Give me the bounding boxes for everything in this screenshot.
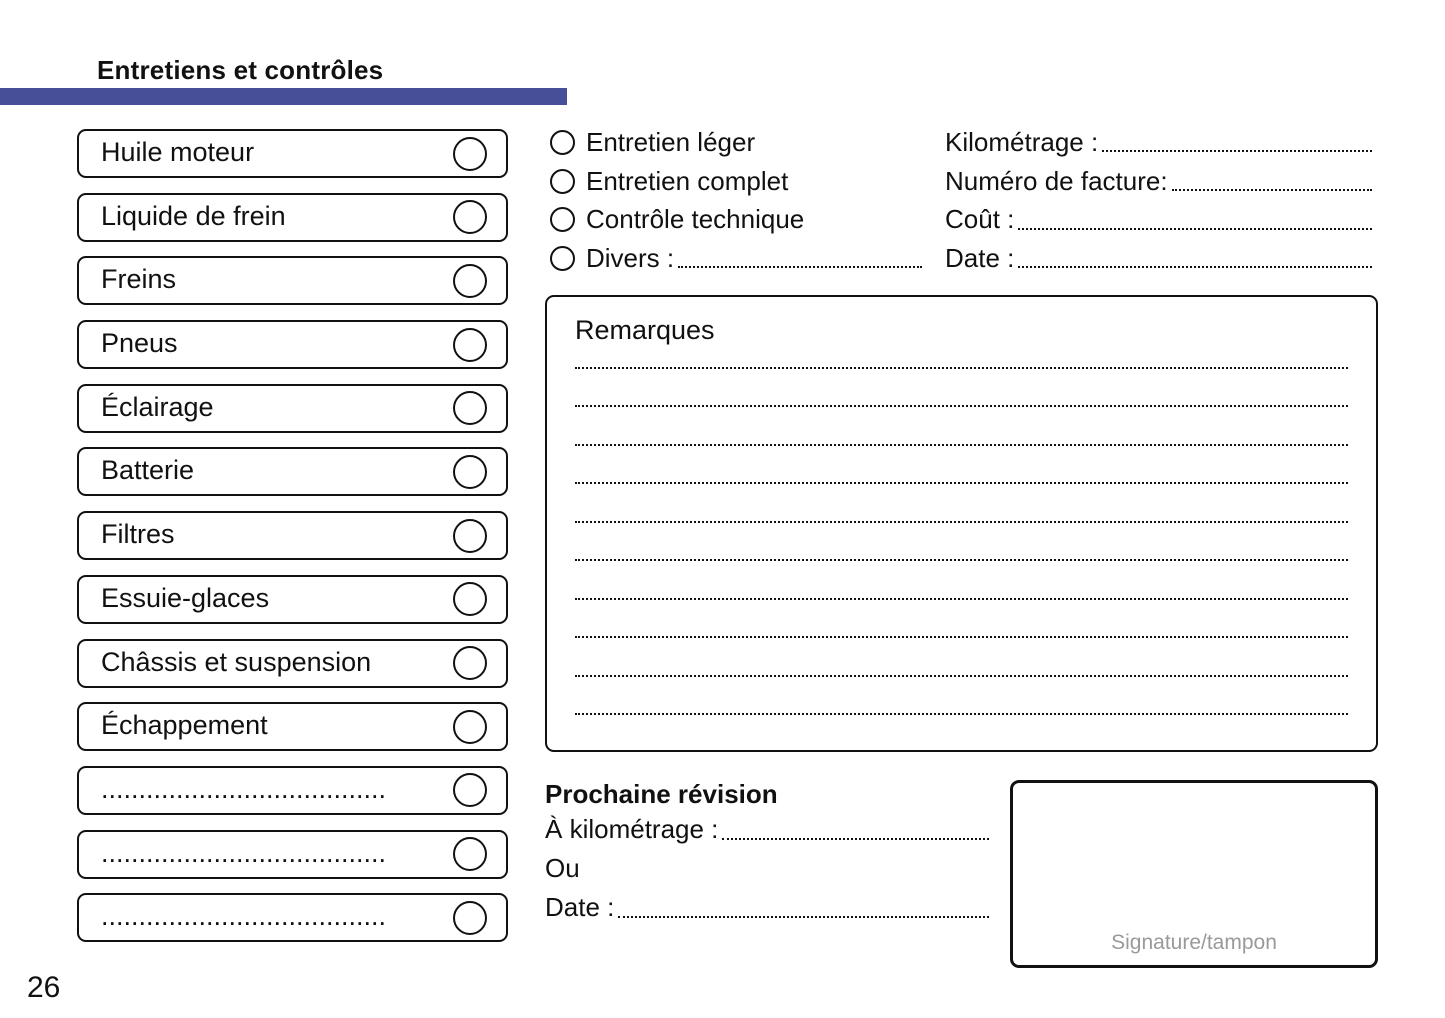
checklist-row bbox=[77, 447, 508, 496]
fill-in-dotted-line[interactable] bbox=[722, 838, 989, 840]
check-circle-icon[interactable] bbox=[453, 901, 487, 935]
service-type-row bbox=[550, 239, 922, 278]
remarks-dotted-line[interactable] bbox=[575, 407, 1348, 446]
checklist-row bbox=[77, 320, 508, 369]
checklist-row bbox=[77, 193, 508, 242]
service-type-label: Entretien léger bbox=[586, 126, 756, 157]
check-circle-icon[interactable] bbox=[453, 519, 487, 553]
checklist-item-label: ...................................... bbox=[101, 773, 387, 804]
check-circle-icon[interactable] bbox=[453, 137, 487, 171]
signature-placeholder-label: Signature/tampon bbox=[1111, 931, 1277, 954]
fill-in-dotted-line[interactable] bbox=[1018, 228, 1372, 230]
fill-in-dotted-line[interactable] bbox=[1102, 150, 1372, 152]
check-circle-icon[interactable] bbox=[453, 646, 487, 680]
radio-circle-icon[interactable] bbox=[550, 169, 575, 194]
service-type-row bbox=[550, 162, 922, 201]
remarks-dotted-line[interactable] bbox=[575, 561, 1348, 600]
fill-in-dotted-line[interactable] bbox=[1018, 266, 1372, 268]
remarks-dotted-line[interactable] bbox=[575, 446, 1348, 485]
next-service-section bbox=[545, 779, 989, 927]
checklist-row bbox=[77, 830, 508, 879]
remarks-dotted-line[interactable] bbox=[575, 677, 1348, 716]
checklist-row bbox=[77, 893, 508, 942]
checklist-item-label: Pneus bbox=[101, 328, 178, 359]
remarks-box bbox=[545, 295, 1378, 752]
checklist-item-label: Batterie bbox=[101, 455, 195, 486]
checklist-row bbox=[77, 511, 508, 560]
service-type-label: Entretien complet bbox=[586, 165, 789, 196]
checklist-item-label: Liquide de frein bbox=[101, 200, 286, 231]
radio-circle-icon[interactable] bbox=[550, 207, 575, 232]
next-service-label: Date : bbox=[545, 892, 615, 922]
fill-in-dotted-line[interactable] bbox=[678, 266, 922, 268]
service-type-row bbox=[550, 123, 922, 162]
check-circle-icon[interactable] bbox=[453, 455, 487, 489]
check-circle-icon[interactable] bbox=[453, 837, 487, 871]
page-title: Entretiens et contrôles bbox=[97, 55, 384, 85]
service-type-options bbox=[550, 123, 922, 278]
remarks-title: Remarques bbox=[575, 315, 715, 345]
checklist-item-label: Échappement bbox=[101, 710, 268, 741]
fill-in-dotted-line[interactable] bbox=[1172, 189, 1372, 191]
checklist-row bbox=[77, 702, 508, 751]
checklist-row bbox=[77, 575, 508, 624]
remarks-dotted-line[interactable] bbox=[575, 600, 1348, 639]
next-service-rows bbox=[545, 810, 989, 927]
invoice-field-label: Coût : bbox=[945, 204, 1015, 235]
checklist-item-label: ...................................... bbox=[101, 837, 387, 868]
invoice-fields bbox=[945, 123, 1372, 278]
next-service-label: Ou bbox=[545, 853, 580, 883]
remarks-dotted-line[interactable] bbox=[575, 523, 1348, 562]
invoice-field-label: Numéro de facture: bbox=[945, 165, 1168, 196]
remarks-dotted-line[interactable] bbox=[575, 638, 1348, 677]
signature-box[interactable] bbox=[1010, 780, 1378, 968]
next-service-row bbox=[545, 810, 989, 849]
check-circle-icon[interactable] bbox=[453, 391, 487, 425]
checklist-item-label: Essuie-glaces bbox=[101, 582, 270, 613]
remarks-dotted-line[interactable] bbox=[575, 484, 1348, 523]
service-type-row bbox=[550, 200, 922, 239]
checklist-row bbox=[77, 639, 508, 688]
invoice-field-row bbox=[945, 239, 1372, 278]
checklist-item-label: Châssis et suspension bbox=[101, 646, 372, 677]
check-circle-icon[interactable] bbox=[453, 710, 487, 744]
checklist-item-label: ...................................... bbox=[101, 901, 387, 932]
remarks-lines bbox=[575, 330, 1348, 715]
check-circle-icon[interactable] bbox=[453, 773, 487, 807]
title-underline-bar bbox=[0, 88, 567, 105]
maintenance-checklist bbox=[77, 129, 508, 942]
fill-in-dotted-line[interactable] bbox=[618, 916, 989, 918]
page-number: 26 bbox=[27, 971, 61, 1004]
checklist-row bbox=[77, 256, 508, 305]
invoice-field-row bbox=[945, 162, 1372, 201]
checklist-item-label: Freins bbox=[101, 264, 177, 295]
invoice-field-label: Date : bbox=[945, 242, 1015, 273]
service-type-label: Contrôle technique bbox=[586, 204, 805, 235]
checklist-row bbox=[77, 766, 508, 815]
check-circle-icon[interactable] bbox=[453, 328, 487, 362]
invoice-field-row bbox=[945, 123, 1372, 162]
checklist-row bbox=[77, 129, 508, 178]
check-circle-icon[interactable] bbox=[453, 582, 487, 616]
checklist-item-label: Huile moteur bbox=[101, 137, 255, 167]
checklist-item-label: Éclairage bbox=[101, 391, 214, 422]
checklist-row bbox=[77, 384, 508, 433]
remarks-dotted-line[interactable] bbox=[575, 369, 1348, 408]
radio-circle-icon[interactable] bbox=[550, 246, 575, 271]
next-service-row bbox=[545, 888, 989, 927]
invoice-field-row bbox=[945, 200, 1372, 239]
checklist-item-label: Filtres bbox=[101, 519, 175, 550]
next-service-row bbox=[545, 849, 989, 888]
next-service-title: Prochaine révision bbox=[545, 779, 778, 809]
next-service-label: À kilométrage : bbox=[545, 814, 719, 844]
check-circle-icon[interactable] bbox=[453, 264, 487, 298]
service-type-label: Divers : bbox=[586, 242, 675, 273]
invoice-field-label: Kilométrage : bbox=[945, 126, 1099, 157]
radio-circle-icon[interactable] bbox=[550, 130, 575, 155]
check-circle-icon[interactable] bbox=[453, 200, 487, 234]
